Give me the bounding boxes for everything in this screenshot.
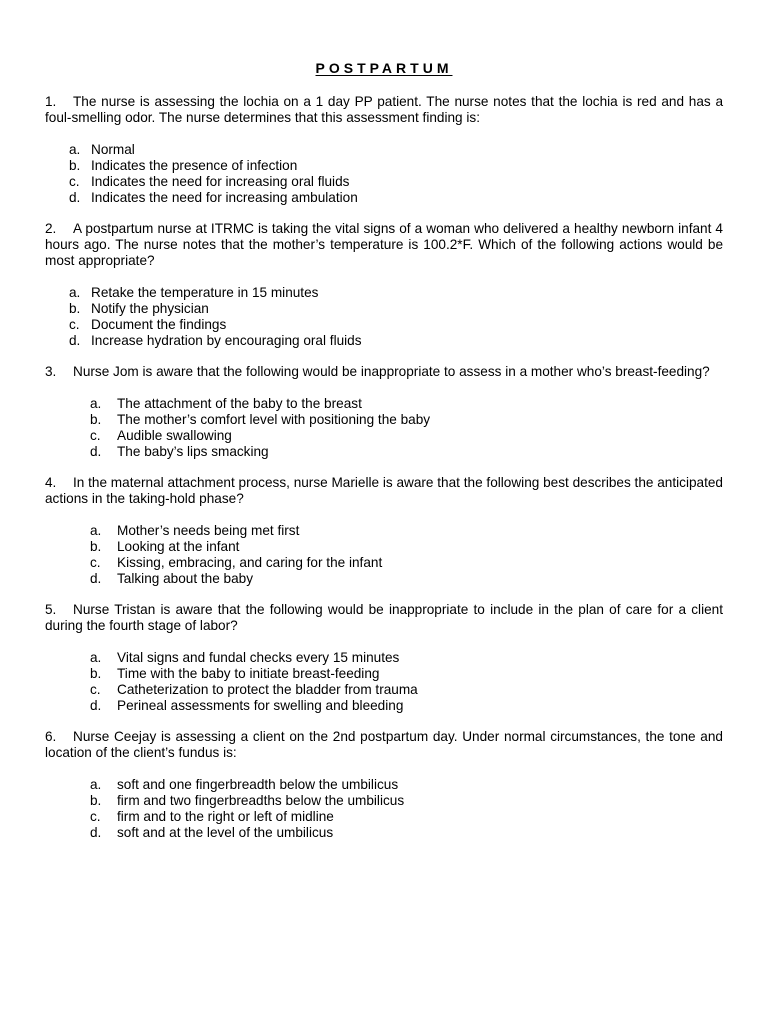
option-letter: c. bbox=[90, 682, 101, 697]
question-stem bbox=[45, 221, 723, 269]
option-text: Indicates the need for increasing ambulation bbox=[91, 190, 358, 205]
option-letter: c. bbox=[90, 809, 101, 824]
option-b bbox=[45, 539, 723, 555]
question-stem bbox=[45, 475, 723, 507]
option-text: The mother’s comfort level with positioning the baby bbox=[117, 412, 431, 427]
option-letter: b. bbox=[90, 539, 102, 554]
option-letter: c. bbox=[90, 428, 101, 443]
option-d bbox=[45, 698, 723, 714]
option-letter: d. bbox=[90, 444, 102, 459]
question-3 bbox=[45, 364, 723, 460]
option-a bbox=[45, 142, 723, 158]
option-text: Catheterization to protect the bladder from trauma bbox=[117, 682, 418, 697]
option-c bbox=[45, 809, 723, 825]
option-letter: c. bbox=[69, 174, 80, 189]
option-letter: d. bbox=[90, 698, 102, 713]
question-number: 3. bbox=[45, 364, 57, 379]
option-a bbox=[45, 777, 723, 793]
question-stem bbox=[45, 94, 723, 126]
question-1 bbox=[45, 94, 723, 206]
question-text: Nurse Ceejay is assessing a client on the 2nd postpartum day. Under normal circumstances, the tone and location of the client’s fundus is: bbox=[45, 729, 723, 760]
question-text: In the maternal attachment process, nurse Marielle is aware that the following best describes the anticipated actions in the taking-hold phase? bbox=[45, 475, 723, 506]
option-letter: b. bbox=[69, 301, 81, 316]
option-letter: b. bbox=[90, 793, 102, 808]
option-a bbox=[45, 523, 723, 539]
page-title: POSTPARTUM bbox=[315, 60, 453, 76]
option-letter: a. bbox=[90, 777, 102, 792]
answer-options bbox=[45, 142, 723, 206]
option-text: Normal bbox=[91, 142, 135, 157]
option-letter: a. bbox=[69, 142, 81, 157]
question-number: 1. bbox=[45, 94, 57, 109]
question-6 bbox=[45, 729, 723, 841]
option-letter: a. bbox=[90, 523, 102, 538]
option-d bbox=[45, 571, 723, 587]
option-a bbox=[45, 396, 723, 412]
answer-options bbox=[45, 650, 723, 714]
option-text: firm and to the right or left of midline bbox=[117, 809, 334, 824]
option-letter: d. bbox=[90, 571, 102, 586]
question-stem bbox=[45, 602, 723, 634]
option-text: Document the findings bbox=[91, 317, 227, 332]
option-text: soft and at the level of the umbilicus bbox=[117, 825, 334, 840]
option-letter: a. bbox=[90, 396, 102, 411]
option-b bbox=[45, 301, 723, 317]
option-text: soft and one fingerbreadth below the umbilicus bbox=[117, 777, 399, 792]
option-text: Talking about the baby bbox=[117, 571, 254, 586]
option-text: Audible swallowing bbox=[117, 428, 232, 443]
option-text: Mother’s needs being met first bbox=[117, 523, 300, 538]
option-letter: b. bbox=[90, 412, 102, 427]
option-text: Looking at the infant bbox=[117, 539, 240, 554]
option-letter: d. bbox=[69, 333, 81, 348]
option-letter: d. bbox=[90, 825, 102, 840]
option-text: Indicates the need for increasing oral fluids bbox=[91, 174, 350, 189]
option-b bbox=[45, 158, 723, 174]
answer-options bbox=[45, 777, 723, 841]
option-c bbox=[45, 317, 723, 333]
option-text: The attachment of the baby to the breast bbox=[117, 396, 362, 411]
answer-options bbox=[45, 523, 723, 587]
option-letter: a. bbox=[90, 650, 102, 665]
option-letter: a. bbox=[69, 285, 81, 300]
option-b bbox=[45, 412, 723, 428]
option-d bbox=[45, 825, 723, 841]
question-2 bbox=[45, 221, 723, 349]
question-number: 6. bbox=[45, 729, 57, 744]
question-text: Nurse Jom is aware that the following would be inappropriate to assess in a mother who’s breast-feeding? bbox=[73, 364, 710, 379]
option-letter: c. bbox=[69, 317, 80, 332]
option-text: Indicates the presence of infection bbox=[91, 158, 298, 173]
option-c bbox=[45, 682, 723, 698]
option-a bbox=[45, 285, 723, 301]
option-d bbox=[45, 444, 723, 460]
option-letter: b. bbox=[90, 666, 102, 681]
option-text: firm and two fingerbreadths below the umbilicus bbox=[117, 793, 405, 808]
option-c bbox=[45, 555, 723, 571]
option-letter: d. bbox=[69, 190, 81, 205]
option-d bbox=[45, 333, 723, 349]
question-5 bbox=[45, 602, 723, 714]
option-d bbox=[45, 190, 723, 206]
question-4 bbox=[45, 475, 723, 587]
option-text: Time with the baby to initiate breast-feeding bbox=[117, 666, 380, 681]
option-text: Increase hydration by encouraging oral fluids bbox=[91, 333, 362, 348]
question-number: 2. bbox=[45, 221, 57, 236]
question-number: 5. bbox=[45, 602, 57, 617]
option-text: Kissing, embracing, and caring for the infant bbox=[117, 555, 383, 570]
answer-options bbox=[45, 285, 723, 349]
option-letter: c. bbox=[90, 555, 101, 570]
question-stem bbox=[45, 729, 723, 761]
option-text: Vital signs and fundal checks every 15 minutes bbox=[117, 650, 400, 665]
option-text: Notify the physician bbox=[91, 301, 209, 316]
option-b bbox=[45, 666, 723, 682]
option-b bbox=[45, 793, 723, 809]
option-text: Retake the temperature in 15 minutes bbox=[91, 285, 319, 300]
answer-options bbox=[45, 396, 723, 460]
question-text: Nurse Tristan is aware that the following would be inappropriate to include in the plan of care for a client during the fourth stage of labor? bbox=[45, 602, 723, 633]
question-text: The nurse is assessing the lochia on a 1 day PP patient. The nurse notes that the lochia is red and has a foul-smelling odor. The nurse determines that this assessment finding is: bbox=[45, 94, 723, 125]
option-letter: b. bbox=[69, 158, 81, 173]
option-c bbox=[45, 174, 723, 190]
option-text: The baby’s lips smacking bbox=[117, 444, 269, 459]
option-c bbox=[45, 428, 723, 444]
option-text: Perineal assessments for swelling and bleeding bbox=[117, 698, 404, 713]
question-stem bbox=[45, 364, 723, 380]
question-number: 4. bbox=[45, 475, 57, 490]
question-text: A postpartum nurse at ITRMC is taking the vital signs of a woman who delivered a healthy newborn infant 4 hours ago. The nurse notes that the mother’s temperature is 100.2*F. Which of the following actions would be most appropriate? bbox=[45, 221, 723, 268]
option-a bbox=[45, 650, 723, 666]
